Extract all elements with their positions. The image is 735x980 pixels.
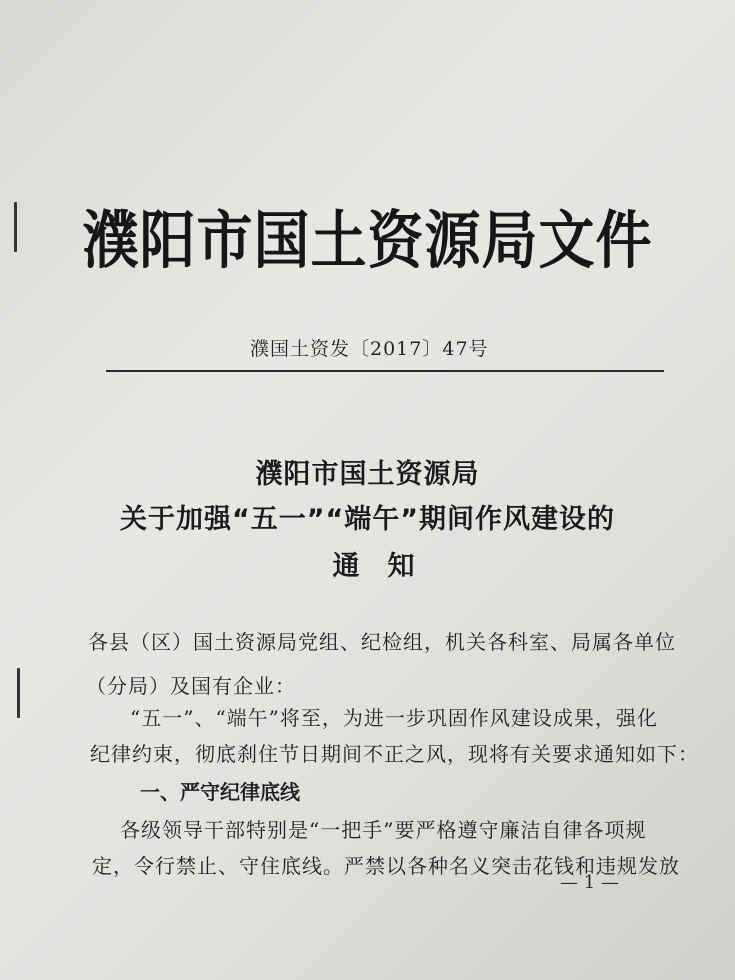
page-number: — 1 —: [560, 872, 619, 893]
title-line: 濮阳市国土资源局: [255, 459, 480, 490]
document-header: 濮阳市国土资源局文件: [82, 204, 653, 278]
body-line: 纪律约束，彻底刹住节日期间不正之风，现将有关要求通知如下：: [90, 742, 699, 766]
body-line: 各级领导干部特别是“一把手”要严格遵守廉洁自律各项规: [120, 818, 647, 842]
body-line: （分局）及国有企业：: [86, 674, 296, 698]
title-line: 关于加强“五一”“端午”期间作风建设的: [120, 504, 615, 535]
document-number: 濮国土资发〔2017〕47号: [250, 338, 489, 360]
header-rule: [106, 370, 664, 372]
section-heading: 一、严守纪律底线: [140, 780, 300, 804]
binding-mark: [17, 668, 20, 718]
body-line: 定，令行禁止、守住底线。严禁以各种名义突击花钱和违规发放: [92, 854, 680, 878]
body-line: “五一”、“端午”将至，为进一步巩固作风建设成果，强化: [130, 706, 658, 730]
title-line: 通知: [332, 551, 443, 582]
body-line: 各县（区）国土资源局党组、纪检组，机关各科室、局属各单位: [88, 630, 676, 654]
